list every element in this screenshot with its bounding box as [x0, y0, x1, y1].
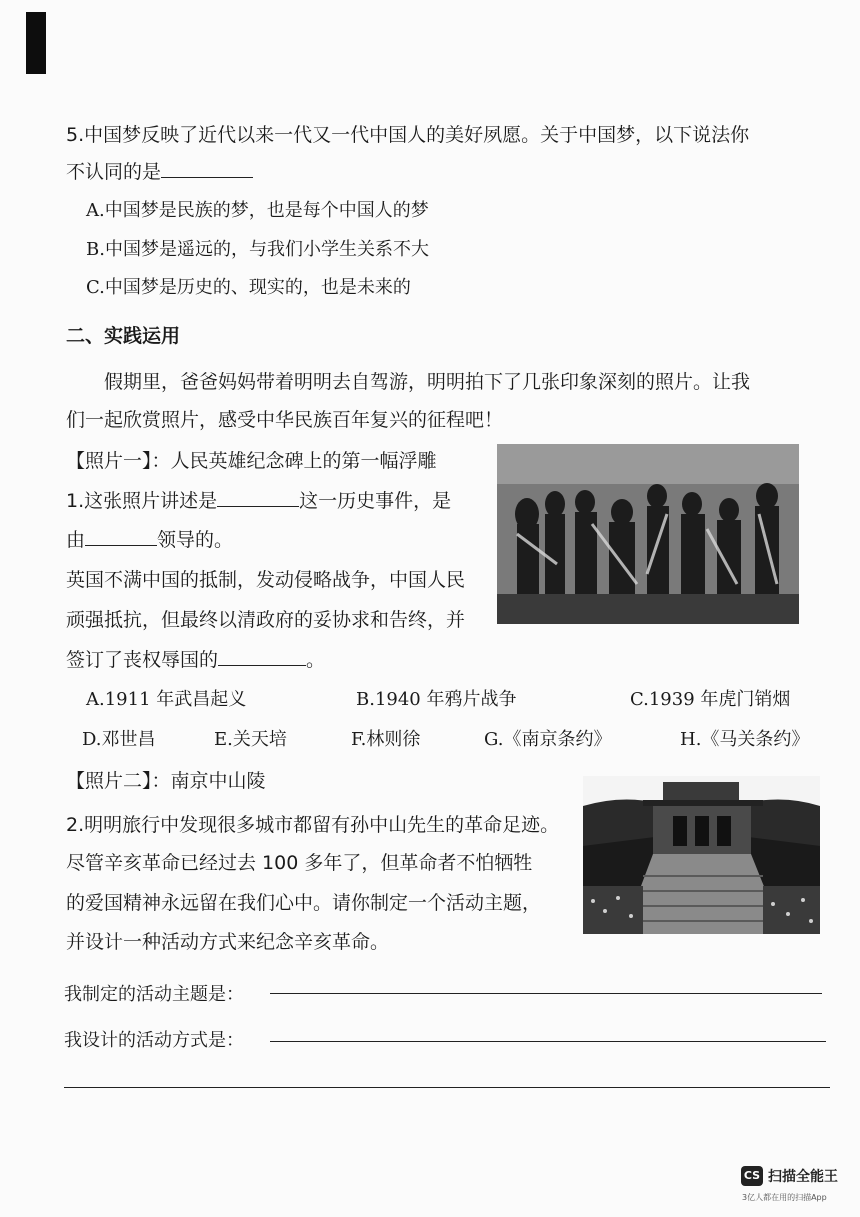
q1-text-f: 。: [306, 649, 326, 671]
q1-text-a: 1.这张照片讲述是: [66, 490, 218, 512]
answer2-label: 我设计的活动方式是：: [64, 1030, 244, 1051]
answer1-line[interactable]: [270, 993, 822, 994]
scanner-tagline: 3亿人都在用的扫描App: [742, 1193, 827, 1202]
answer3-line[interactable]: [64, 1087, 830, 1088]
q1-option-e: E.关天培: [214, 729, 287, 750]
q1-context-line3: [66, 645, 325, 672]
photo2-caption: 【照片二】：南京中山陵: [66, 770, 266, 792]
scan-edge-mark: [26, 12, 46, 74]
q2-line1: 2.明明旅行中发现很多城市都留有孙中山先生的革命足迹。: [66, 814, 560, 836]
intro-line2: 们一起欣赏照片，感受中华民族百年复兴的征程吧！: [66, 409, 504, 431]
q5-answer-blank[interactable]: [161, 159, 253, 178]
q1-text-d: 领导的。: [157, 529, 234, 551]
q5-option-b: B.中国梦是遥远的，与我们小学生关系不大: [86, 239, 429, 260]
q1-leader-blank[interactable]: [85, 527, 157, 546]
q1-text-c: 由: [66, 529, 86, 551]
q1-context-line1: 英国不满中国的抵制，发动侵略战争，中国人民: [66, 569, 466, 591]
q2-line4: 并设计一种活动方式来纪念辛亥革命。: [66, 931, 390, 953]
q2-line3: 的爱国精神永远留在我们心中。请你制定一个活动主题，: [66, 892, 542, 914]
q1-option-c: C.1939 年虎门销烟: [630, 689, 791, 710]
mausoleum-photo: [583, 776, 820, 934]
q2-line2: 尽管辛亥革命已经过去 100 多年了，但革命者不怕牺牲: [66, 852, 533, 874]
q1-option-d: D.邓世昌: [82, 729, 156, 750]
q1-option-a: A.1911 年武昌起义: [86, 689, 247, 710]
q5-stem-line1: 5.中国梦反映了近代以来一代又一代中国人的美好夙愿。关于中国梦，以下说法你: [66, 124, 750, 146]
q1-option-b: B.1940 年鸦片战争: [356, 689, 517, 710]
q1-context-line2: 顽强抵抗，但最终以清政府的妥协求和告终，并: [66, 609, 466, 631]
q1-option-f: F.林则徐: [351, 729, 421, 750]
q1-option-g: G.《南京条约》: [484, 729, 612, 750]
relief-photo: [497, 444, 799, 624]
q1-text-b: 这一历史事件，是: [299, 490, 452, 512]
q1-line2: [66, 525, 233, 552]
q5-stem-text: 不认同的是: [66, 161, 162, 183]
section-title: 二、实践运用: [66, 325, 181, 347]
q1-treaty-blank[interactable]: [218, 647, 306, 666]
intro-line1: 假期里，爸爸妈妈带着明明去自驾游，明明拍下了几张印象深刻的照片。让我: [104, 371, 751, 393]
q1-text-e: 签订了丧权辱国的: [66, 649, 219, 671]
answer1-label: 我制定的活动主题是：: [64, 984, 244, 1005]
camscanner-logo-icon: CS: [741, 1166, 763, 1186]
scanner-brand: 扫描全能王: [768, 1169, 838, 1185]
q5-option-a: A.中国梦是民族的梦，也是每个中国人的梦: [86, 200, 429, 221]
q1-option-h: H.《马关条约》: [680, 729, 810, 750]
q5-stem-line2: [66, 157, 253, 184]
answer2-line[interactable]: [270, 1041, 826, 1042]
q1-event-blank[interactable]: [217, 488, 299, 507]
q1-line1: [66, 486, 451, 513]
q5-option-c: C.中国梦是历史的、现实的，也是未来的: [86, 277, 411, 298]
photo1-caption: 【照片一】：人民英雄纪念碑上的第一幅浮雕: [66, 450, 437, 472]
